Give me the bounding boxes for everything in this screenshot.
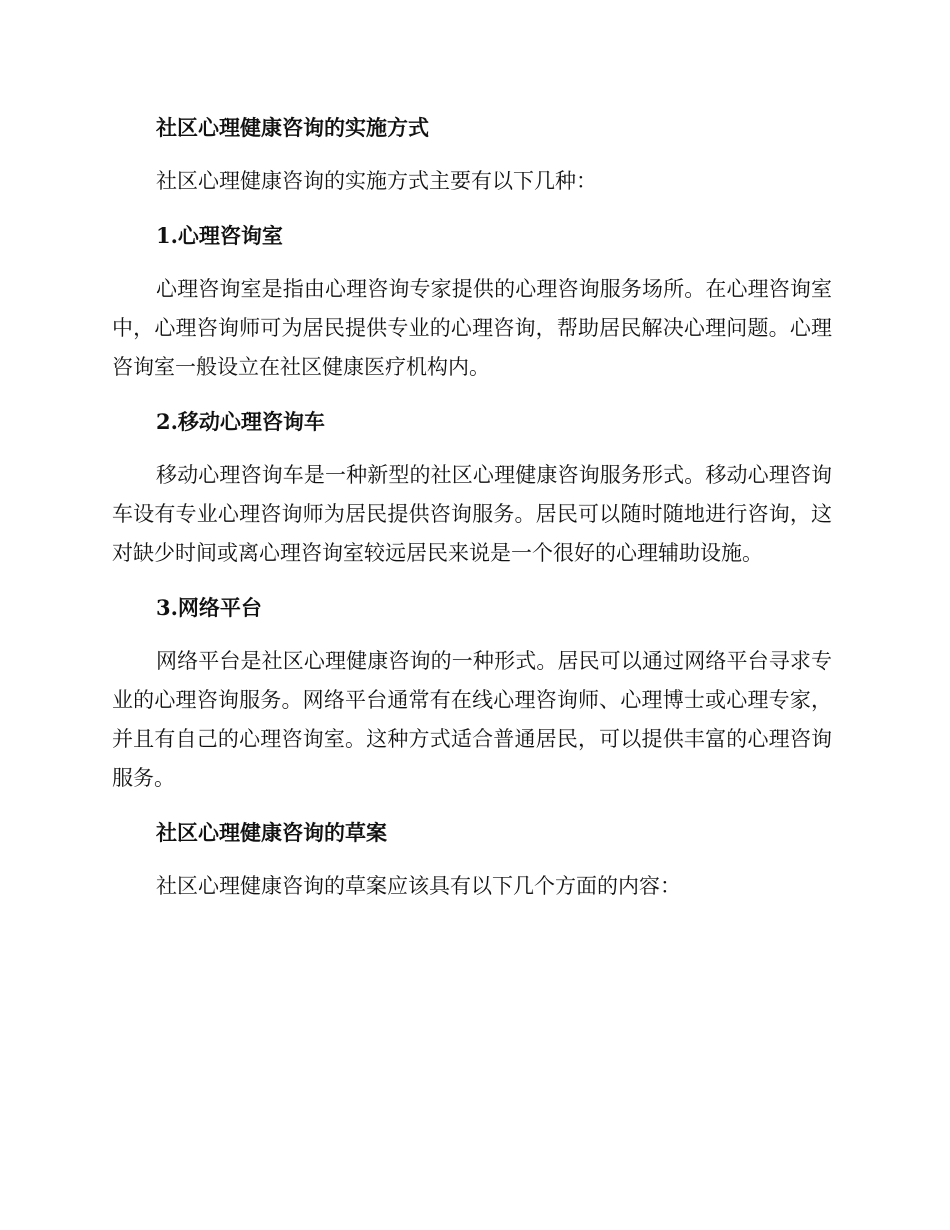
section-title-draft: 社区心理健康咨询的草案	[156, 820, 387, 845]
subsection-heading-mobile-vehicle: 2.移动心理咨询车	[156, 409, 325, 434]
paragraph-mobile-vehicle: 移动心理咨询车是一种新型的社区心理健康咨询服务形式。移动心理咨询车设有专业心理咨询师为居民提供咨询服务。居民可以随时随地进行咨询，这对缺少时间或离心理咨询室较远居民来说是一个很好的心理辅助设施。	[112, 463, 832, 565]
subsection-heading-counseling-room: 1.心理咨询室	[156, 223, 283, 248]
intro-paragraph-draft: 社区心理健康咨询的草案应该具有以下几个方面的内容：	[156, 874, 681, 898]
intro-paragraph-implementation: 社区心理健康咨询的实施方式主要有以下几种：	[156, 169, 597, 193]
document-body	[112, 108, 832, 906]
section-title-implementation: 社区心理健康咨询的实施方式	[156, 115, 429, 140]
paragraph-online-platform: 网络平台是社区心理健康咨询的一种形式。居民可以通过网络平台寻求专业的心理咨询服务。网络平台通常有在线心理咨询师、心理博士或心理专家，并且有自己的心理咨询室。这种方式适合普通居民，可以提供丰富的心理咨询服务。	[112, 649, 832, 790]
paragraph-counseling-room: 心理咨询室是指由心理咨询专家提供的心理咨询服务场所。在心理咨询室中，心理咨询师可为居民提供专业的心理咨询，帮助居民解决心理问题。心理咨询室一般设立在社区健康医疗机构内。	[112, 277, 832, 379]
subsection-heading-online-platform: 3.网络平台	[156, 595, 262, 620]
